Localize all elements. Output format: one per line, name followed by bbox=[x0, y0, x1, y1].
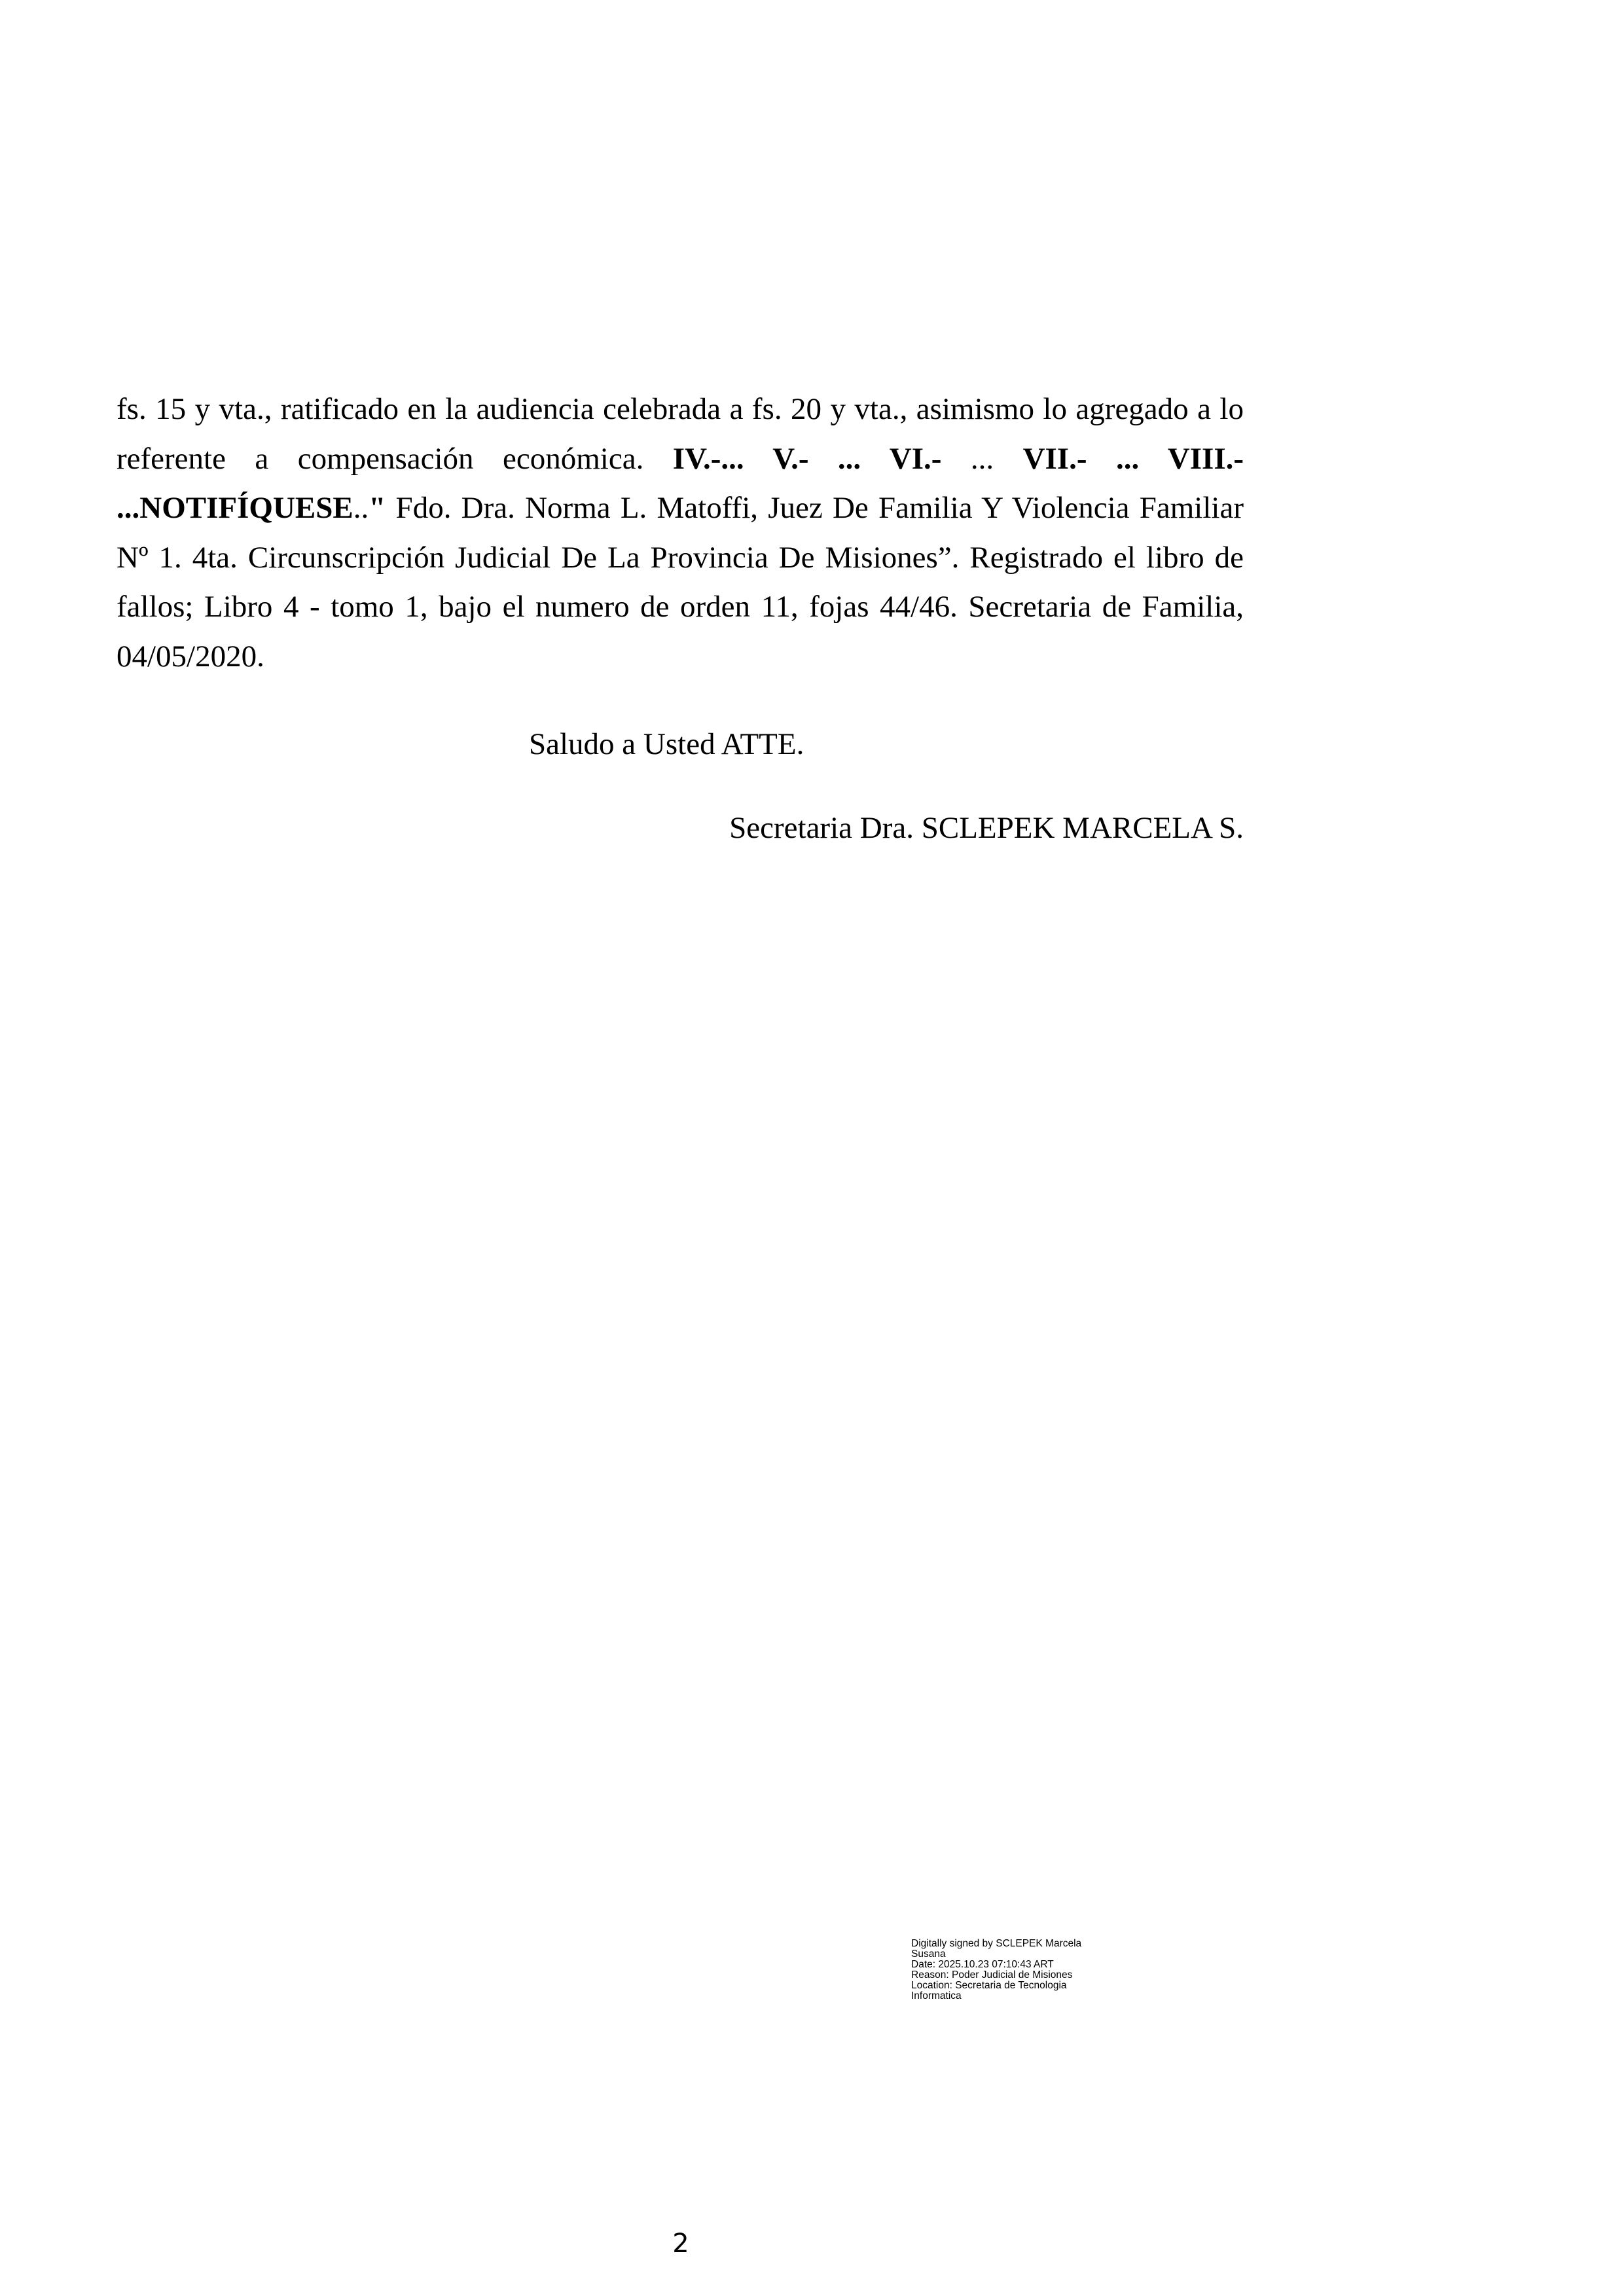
paragraph-bold-sections-2: VII.- ... VIII.- ...NOTIFÍQUESE bbox=[117, 441, 1244, 526]
signature-line-signed-by: Digitally signed by SCLEPEK Marcela bbox=[911, 1938, 1082, 1949]
signature-line-location-cont: Informatica bbox=[911, 1990, 962, 2001]
paragraph-text-part4: Fdo. Dra. Norma L. Matoffi, Juez De Familia Y Violencia Familiar Nº 1. 4ta. Circunscripción Judicial De La Provincia De Misiones”. Registrado el libro de fallos; Libro 4 - tomo 1, bajo el numero de orden 11, fojas 44/46. Secretaria de Familia, 04/05/2020. bbox=[117, 491, 1244, 673]
page-number: 2 bbox=[672, 2229, 689, 2259]
paragraph-bold-sections-1: IV.-... V.- ... VI.- bbox=[672, 441, 942, 476]
closing-salutation: Saludo a Usted ATTE. bbox=[529, 727, 804, 761]
body-paragraph bbox=[117, 385, 1244, 682]
signature-line-name: Susana bbox=[911, 1948, 946, 1960]
signature-line-location: Location: Secretaria de Tecnologia bbox=[911, 1980, 1067, 1991]
paragraph-text-part2: ... bbox=[941, 441, 1023, 476]
paragraph-text-part3: .. bbox=[353, 491, 369, 526]
signature-line-reason: Reason: Poder Judicial de Misiones bbox=[911, 1969, 1073, 1981]
paragraph-text-part1: fs. 15 y vta., ratificado en la audiencia celebrada a fs. 20 y vta., asimismo lo agregado a lo referente a compensación económica. bbox=[117, 392, 1244, 476]
digital-signature-stamp bbox=[911, 1939, 1121, 2001]
paragraph-bold-quote: " bbox=[369, 491, 386, 526]
signer-name: Secretaria Dra. SCLEPEK MARCELA S. bbox=[729, 811, 1244, 845]
signature-line-date: Date: 2025.10.23 07:10:43 ART bbox=[911, 1959, 1054, 1970]
